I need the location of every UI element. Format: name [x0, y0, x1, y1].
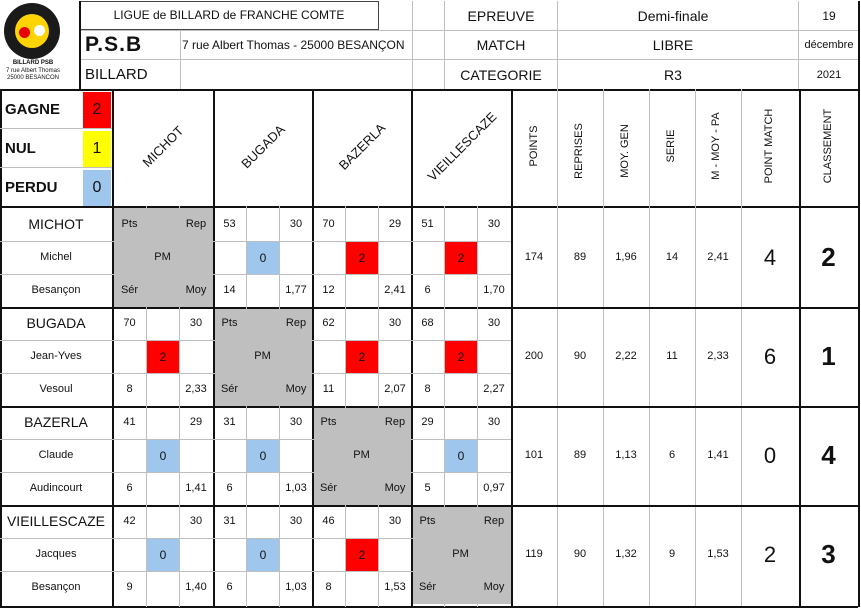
grid-line	[0, 128, 112, 129]
date-day: 19	[822, 9, 836, 23]
grid-line	[0, 472, 511, 473]
self-cell-pm-label: PM	[353, 449, 370, 461]
self-cell-pts-label: Pts	[221, 317, 238, 329]
game-reprises: 29	[388, 218, 402, 230]
grid-line	[557, 1, 558, 89]
game-serie: 12	[322, 284, 335, 296]
col-header-serie: SERIE	[665, 129, 677, 163]
grid-line	[649, 89, 650, 607]
col-header-vieillescaze: VIEILLESCAZE	[424, 109, 500, 184]
total-serie: 6	[668, 449, 676, 461]
game-reprises: 30	[189, 515, 203, 527]
self-cell-shade	[213, 340, 246, 373]
game-serie: 14	[223, 284, 236, 296]
game-points: 70	[123, 317, 136, 329]
total-reprises: 90	[573, 548, 587, 560]
game-serie: 6	[424, 284, 431, 296]
game-moyenne: 1,70	[483, 284, 505, 296]
game-moyenne: 1,53	[384, 581, 406, 593]
self-cell-ser-label: Sér	[319, 482, 338, 494]
grid-line	[444, 206, 445, 607]
club-logo	[4, 3, 60, 59]
self-cell-pm-label: PM	[254, 350, 271, 362]
game-points: 46	[322, 515, 335, 527]
match-value: LIBRE	[652, 37, 694, 53]
epreuve-label: EPREUVE	[467, 8, 535, 24]
total-moy-gen: 1,13	[615, 449, 637, 461]
game-serie: 8	[126, 383, 133, 395]
grid-line	[0, 406, 858, 408]
player-city: Besançon	[31, 284, 81, 296]
total-point-match: 4	[763, 244, 777, 270]
game-reprises: 30	[487, 317, 501, 329]
game-serie: 8	[325, 581, 332, 593]
grid-line	[246, 206, 247, 607]
game-reprises: 30	[388, 317, 402, 329]
game-moyenne: 2,07	[384, 383, 406, 395]
epreuve-value: Demi-finale	[637, 8, 709, 24]
grid-line	[0, 373, 511, 374]
legend-nul-value: 1	[83, 131, 111, 167]
grid-line	[345, 206, 346, 607]
game-moyenne: 2,27	[483, 383, 505, 395]
logo-caption-3: 25000 BESANCON	[6, 75, 60, 81]
total-points: 119	[525, 548, 543, 560]
grid-line	[0, 89, 858, 91]
game-result: 0	[247, 242, 279, 274]
game-moyenne: 1,40	[185, 581, 207, 593]
game-moyenne: 2,33	[185, 383, 207, 395]
game-reprises: 30	[487, 218, 501, 230]
total-point-match: 0	[763, 442, 777, 468]
col-header-bazerla: BAZERLA	[335, 120, 389, 173]
col-header-points: POINTS	[528, 125, 540, 167]
total-serie: 11	[666, 350, 678, 362]
self-cell-shade	[113, 241, 146, 274]
grid-line	[0, 241, 511, 242]
total-m-moy-pa: 2,41	[707, 251, 729, 263]
total-classement: 1	[821, 341, 836, 372]
grid-line	[798, 59, 858, 60]
grid-line	[279, 206, 280, 607]
billard-label: BILLARD	[85, 66, 148, 83]
total-serie: 9	[668, 548, 676, 560]
self-cell-shade	[312, 439, 345, 472]
grid-line	[378, 206, 379, 607]
legend-perdu-label: PERDU	[5, 179, 58, 196]
grid-line	[146, 206, 147, 607]
self-cell-rep-label: Rep	[185, 218, 207, 230]
self-cell-shade	[477, 538, 511, 571]
game-points: 31	[223, 416, 236, 428]
total-point-match: 2	[763, 541, 777, 567]
self-cell-shade	[179, 241, 213, 274]
self-cell-ser-label: Sér	[220, 383, 239, 395]
self-cell-shade	[411, 538, 444, 571]
player-name: BUGADA	[26, 315, 86, 331]
total-m-moy-pa: 1,53	[707, 548, 729, 560]
game-points: 62	[322, 317, 335, 329]
game-points: 31	[223, 515, 236, 527]
self-cell-pts-label: Pts	[419, 515, 436, 527]
total-classement: 4	[821, 440, 836, 471]
total-reprises: 89	[573, 449, 587, 461]
total-moy-gen: 1,96	[615, 251, 637, 263]
grid-line	[411, 89, 413, 607]
total-m-moy-pa: 2,33	[707, 350, 729, 362]
self-cell-ser-label: Sér	[418, 581, 437, 593]
game-moyenne: 0,97	[483, 482, 505, 494]
game-serie: 9	[126, 581, 133, 593]
total-points: 101	[524, 449, 544, 461]
categorie-value: R3	[664, 67, 682, 83]
grid-line	[79, 59, 798, 60]
col-header-m-moy-pa: M - MOY - PA	[710, 112, 722, 180]
grid-line	[695, 89, 696, 607]
grid-line	[412, 1, 413, 89]
self-cell-rep-label: Rep	[384, 416, 406, 428]
grid-line	[312, 89, 314, 607]
club-address: 7 rue Albert Thomas - 25000 BESANÇON	[182, 38, 405, 52]
self-cell-pm-label: PM	[452, 548, 469, 560]
grid-line	[180, 30, 181, 89]
game-points: 70	[322, 218, 335, 230]
grid-line	[112, 89, 114, 607]
self-cell-pts-label: Pts	[121, 218, 138, 230]
player-first-name: Jacques	[35, 548, 77, 560]
game-reprises: 30	[487, 416, 501, 428]
grid-line	[444, 1, 445, 89]
total-points: 174	[524, 251, 544, 263]
game-points: 42	[123, 515, 136, 527]
game-moyenne: 2,41	[384, 284, 406, 296]
grid-line	[79, 30, 798, 31]
league-title: LIGUE de BILLARD de FRANCHE COMTE	[113, 8, 345, 22]
game-serie: 6	[226, 581, 233, 593]
grid-line	[0, 206, 858, 208]
self-cell-shade	[279, 340, 313, 373]
self-cell-shade	[378, 439, 412, 472]
player-name: BAZERLA	[24, 414, 88, 430]
game-result: 2	[445, 242, 477, 274]
game-reprises: 30	[289, 218, 303, 230]
self-cell-moy-label: Moy	[185, 284, 207, 296]
total-moy-gen: 2,22	[615, 350, 637, 362]
grid-line	[213, 89, 215, 607]
game-moyenne: 1,03	[285, 482, 307, 494]
total-point-match: 6	[763, 343, 777, 369]
self-cell-ser-label: Sér	[120, 284, 139, 296]
player-first-name: Claude	[38, 449, 74, 461]
total-m-moy-pa: 1,41	[707, 449, 729, 461]
col-header-michot: MICHOT	[139, 123, 187, 170]
game-serie: 11	[322, 383, 335, 395]
game-moyenne: 1,41	[185, 482, 207, 494]
self-cell-moy-label: Moy	[483, 581, 505, 593]
game-points: 51	[421, 218, 434, 230]
total-points: 200	[524, 350, 544, 362]
legend-nul-label: NUL	[5, 140, 36, 157]
self-cell-rep-label: Rep	[483, 515, 505, 527]
legend-perdu-value: 0	[83, 170, 111, 206]
player-city: Besançon	[31, 581, 81, 593]
game-serie: 8	[424, 383, 431, 395]
game-serie: 5	[424, 482, 431, 494]
total-reprises: 89	[573, 251, 587, 263]
grid-line	[0, 340, 511, 341]
col-header-classement: CLASSEMENT	[822, 108, 834, 184]
grid-line	[511, 89, 513, 607]
club-name: P.S.B	[85, 33, 143, 56]
col-header-reprises: REPRISES	[573, 123, 585, 179]
total-classement: 2	[821, 242, 836, 273]
player-name: VIEILLESCAZE	[6, 513, 106, 529]
game-moyenne: 1,77	[285, 284, 307, 296]
logo-caption-2: 7 rue Albert Thomas	[6, 68, 60, 74]
game-result: 2	[346, 341, 378, 373]
grid-line	[0, 538, 511, 539]
player-name: MICHOT	[28, 216, 84, 232]
grid-line	[741, 89, 742, 607]
total-reprises: 90	[573, 350, 587, 362]
grid-line	[179, 206, 180, 607]
player-city: Audincourt	[29, 482, 83, 494]
game-points: 68	[421, 317, 434, 329]
legend-gagne-label: GAGNE	[5, 101, 61, 118]
game-serie: 6	[226, 482, 233, 494]
game-points: 53	[223, 218, 236, 230]
total-moy-gen: 1,32	[615, 548, 637, 560]
game-result: 2	[346, 242, 378, 274]
game-result: 0	[147, 539, 179, 571]
self-cell-moy-label: Moy	[285, 383, 307, 395]
grid-line	[477, 206, 478, 607]
game-result: 2	[346, 539, 378, 571]
game-result: 0	[247, 440, 279, 472]
grid-line	[79, 1, 81, 89]
game-reprises: 30	[289, 515, 303, 527]
legend-gagne-value: 2	[83, 92, 111, 128]
total-serie: 14	[665, 251, 679, 263]
grid-line	[603, 89, 604, 607]
game-reprises: 30	[289, 416, 303, 428]
date-year: 2021	[816, 69, 842, 81]
date-month: décembre	[804, 39, 854, 51]
grid-line	[0, 505, 858, 507]
col-header-bugada: BUGADA	[238, 121, 288, 172]
grid-line	[798, 30, 858, 31]
game-result: 0	[445, 440, 477, 472]
grid-line	[557, 89, 558, 607]
logo-caption-1: BILLARD PSB	[12, 60, 54, 66]
grid-line	[0, 167, 112, 168]
self-cell-moy-label: Moy	[384, 482, 406, 494]
game-points: 29	[421, 416, 434, 428]
grid-line	[799, 89, 801, 607]
game-reprises: 30	[388, 515, 402, 527]
game-points: 41	[123, 416, 136, 428]
player-first-name: Michel	[40, 251, 72, 263]
game-result: 0	[147, 440, 179, 472]
game-serie: 6	[126, 482, 133, 494]
self-cell-pts-label: Pts	[320, 416, 337, 428]
col-header-moy-gen: MOY. GEN	[619, 124, 631, 178]
grid-line	[0, 571, 511, 572]
game-moyenne: 1,03	[285, 581, 307, 593]
col-header-point-match: POINT MATCH	[763, 108, 775, 184]
match-label: MATCH	[476, 37, 526, 53]
total-classement: 3	[821, 539, 836, 570]
player-city: Vesoul	[39, 383, 73, 395]
game-result: 2	[445, 341, 477, 373]
grid-line	[0, 307, 858, 309]
grid-line	[0, 439, 511, 440]
grid-line	[798, 1, 799, 89]
game-reprises: 30	[189, 317, 203, 329]
game-result: 0	[247, 539, 279, 571]
categorie-label: CATEGORIE	[460, 67, 542, 83]
self-cell-pm-label: PM	[154, 251, 171, 263]
player-first-name: Jean-Yves	[30, 350, 82, 362]
grid-line	[0, 274, 511, 275]
game-result: 2	[147, 341, 179, 373]
grid-line	[858, 1, 860, 607]
self-cell-rep-label: Rep	[285, 317, 307, 329]
game-reprises: 29	[189, 416, 203, 428]
